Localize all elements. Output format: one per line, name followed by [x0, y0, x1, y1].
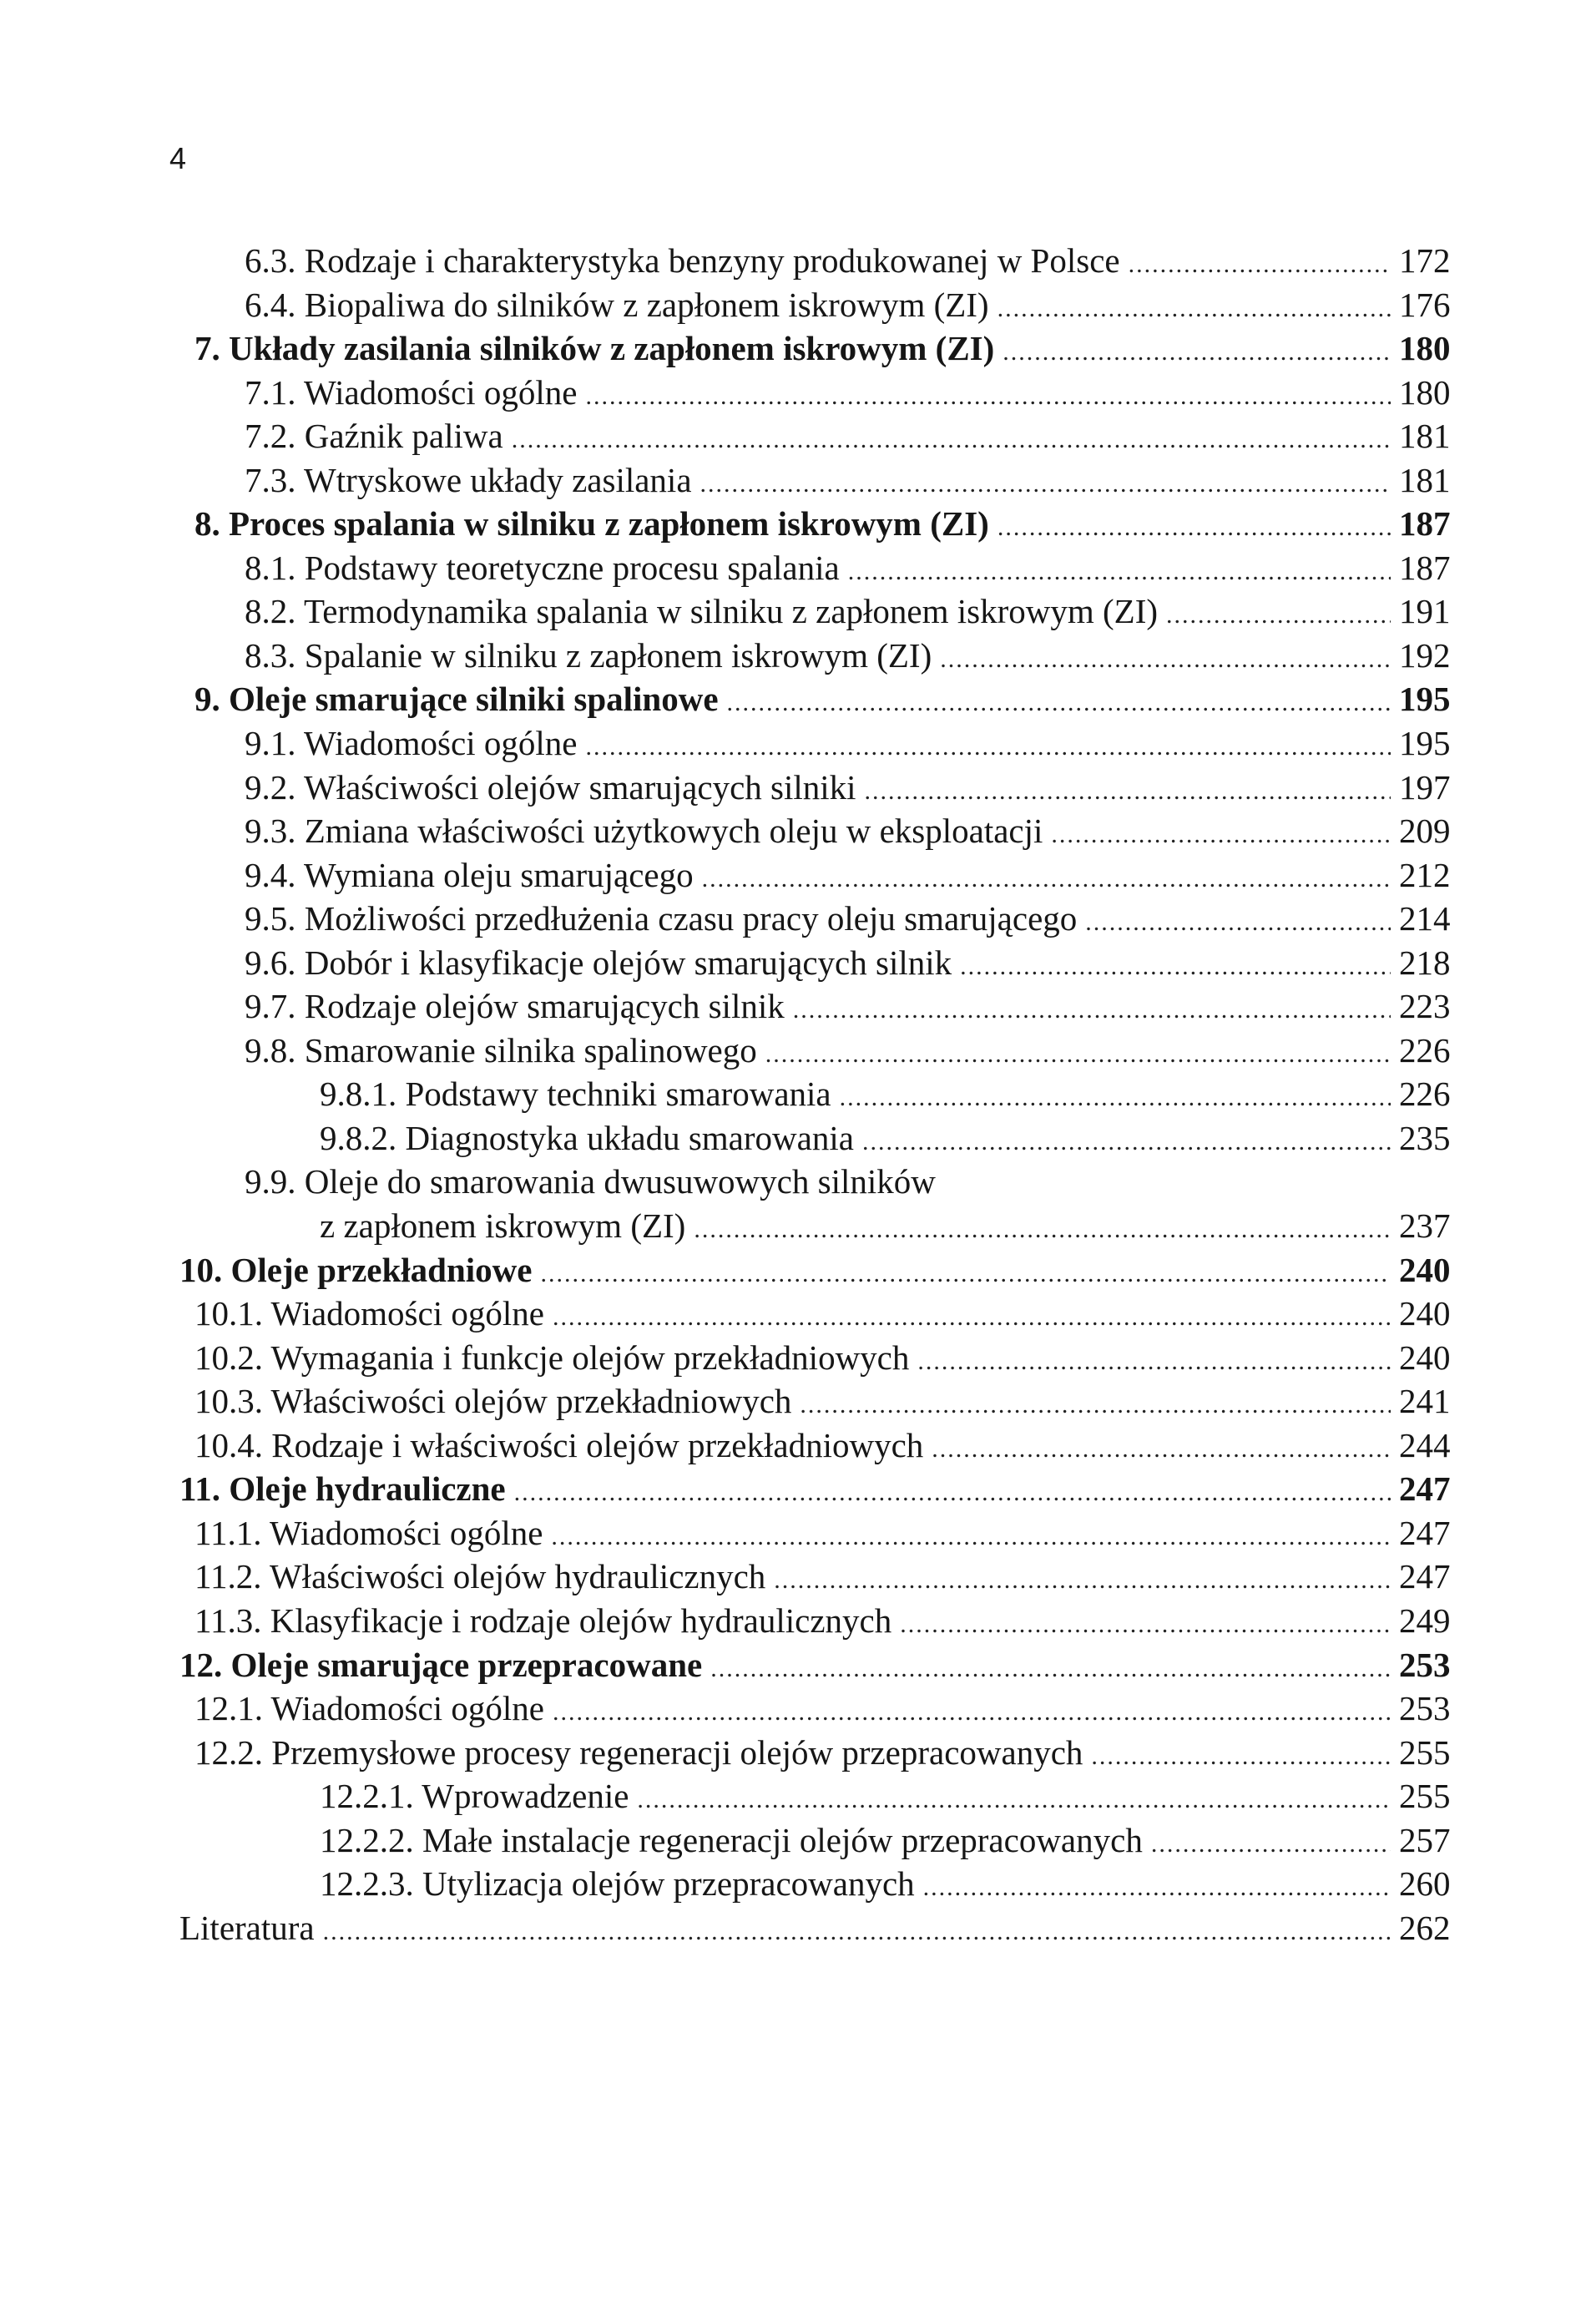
toc-entry	[0, 1820, 1596, 1864]
toc-dot-leader	[998, 513, 1391, 542]
toc-entry	[0, 943, 1596, 987]
toc-entry	[0, 986, 1596, 1030]
toc-entry-title: 10.4. Rodzaje i właściwości olejów przekładniowych	[194, 1425, 924, 1464]
toc-chapter-entry	[0, 503, 1596, 548]
toc-entry-page: 247	[1399, 1557, 1451, 1596]
toc-entry-page: 262	[1399, 1908, 1451, 1947]
toc-entry-page: 180	[1399, 372, 1451, 412]
toc-entry-line	[194, 1338, 1449, 1382]
toc-dot-leader	[900, 1611, 1391, 1639]
toc-entry-page: 240	[1399, 1250, 1451, 1289]
toc-entry-line	[245, 986, 1449, 1030]
toc-entry	[0, 1908, 1596, 1952]
toc-dot-leader	[800, 1391, 1391, 1419]
toc-entry-page: 253	[1399, 1645, 1451, 1684]
toc-entry-line	[179, 1908, 1449, 1952]
toc-entry-title: 9.4. Wymiana oleju smarującego	[245, 855, 694, 894]
toc-dot-leader	[793, 996, 1391, 1024]
toc-dot-leader	[1085, 908, 1391, 937]
toc-entry-title: 8.3. Spalanie w silniku z zapłonem iskrowym (ZI)	[245, 635, 932, 675]
toc-entry-title: 9.3. Zmiana właściwości użytkowych oleju w eksploatacji	[245, 812, 1043, 851]
toc-entry-title: 9.5. Możliwości przedłużenia czasu pracy oleju smarującego	[245, 899, 1078, 938]
toc-entry	[0, 635, 1596, 680]
toc-entry	[0, 1030, 1596, 1075]
page-number: 4	[169, 141, 187, 175]
toc-entry-line	[245, 943, 1449, 987]
toc-entry-line	[320, 1206, 1449, 1250]
toc-entry-title: 9.8.1. Podstawy techniki smarowania	[320, 1075, 831, 1114]
toc-entry	[0, 548, 1596, 592]
toc-dot-leader	[512, 426, 1391, 454]
toc-entry-title: 10.3. Właściwości olejów przekładniowych	[194, 1382, 792, 1421]
toc-entry-title: 9.1. Wiadomości ogólne	[245, 724, 578, 763]
toc-entry	[0, 1556, 1596, 1601]
toc-entry-title: 7.2. Gaźnik paliwa	[245, 417, 503, 456]
toc-entry-line	[194, 679, 1449, 723]
toc-entry-line	[194, 503, 1449, 548]
toc-entry-line	[179, 1469, 1449, 1513]
toc-entry-title: 8.1. Podstawy teoretyczne procesu spalania	[245, 548, 840, 587]
toc-dot-leader	[551, 1523, 1391, 1551]
toc-entry	[0, 1338, 1596, 1382]
toc-dot-leader	[637, 1786, 1391, 1814]
toc-dot-leader	[1091, 1742, 1391, 1771]
toc-chapter-entry	[0, 1469, 1596, 1513]
toc-entry-page: 209	[1399, 812, 1451, 851]
toc-entry-title: 7.3. Wtryskowe układy zasilania	[245, 460, 692, 499]
toc-dot-leader	[932, 1435, 1391, 1464]
toc-entry-line	[194, 1556, 1449, 1601]
toc-dot-leader	[700, 470, 1391, 498]
toc-dot-leader	[585, 382, 1391, 411]
toc-entry	[0, 898, 1596, 943]
toc-entry-page: 253	[1399, 1689, 1451, 1728]
toc-entry-page: 255	[1399, 1732, 1451, 1772]
toc-chapter-entry	[0, 1250, 1596, 1294]
toc-dot-leader	[917, 1348, 1391, 1376]
toc-entry	[0, 1161, 1596, 1206]
toc-dot-leader	[1051, 821, 1391, 849]
toc-dot-leader	[585, 733, 1391, 761]
toc-dot-leader	[553, 1303, 1391, 1332]
toc-entry-title: 12.2. Przemysłowe procesy regeneracji olejów przepracowanych	[194, 1732, 1083, 1772]
toc-entry	[0, 1688, 1596, 1732]
toc-entry-line	[245, 240, 1449, 285]
toc-entry-line	[245, 372, 1449, 417]
toc-entry-line	[194, 1513, 1449, 1557]
toc-dot-leader	[865, 777, 1391, 806]
toc-entry-line	[179, 1645, 1449, 1689]
toc-entry-page: 172	[1399, 241, 1451, 280]
toc-entry-title: 11. Oleje hydrauliczne	[179, 1469, 506, 1509]
toc-dot-leader	[694, 1216, 1391, 1244]
toc-entry-page: 226	[1399, 1075, 1451, 1114]
toc-entry-title: 7. Układy zasilania silników z zapłonem iskrowym (ZI)	[194, 329, 995, 368]
toc-dot-leader	[702, 865, 1391, 893]
toc-dot-leader	[862, 1128, 1391, 1156]
toc-entry-page: 244	[1399, 1425, 1451, 1464]
toc-dot-leader	[923, 1874, 1391, 1902]
toc-entry-line	[245, 591, 1449, 635]
toc-entry-line	[245, 723, 1449, 767]
toc-entry-line	[245, 767, 1449, 812]
toc-entry-page: 247	[1399, 1513, 1451, 1552]
toc-entry-line	[320, 1118, 1449, 1162]
toc-entry-title: 11.1. Wiadomości ogólne	[194, 1513, 543, 1552]
toc-dot-leader	[553, 1698, 1391, 1727]
toc-entry	[0, 767, 1596, 812]
toc-entry-page: 192	[1399, 635, 1451, 675]
toc-dot-leader	[710, 1655, 1391, 1683]
toc-entry-page: 181	[1399, 417, 1451, 456]
toc-entry-page: 181	[1399, 460, 1451, 499]
toc-entry-page: 214	[1399, 899, 1451, 938]
toc-entry-page: 257	[1399, 1820, 1451, 1859]
toc-entry-line	[245, 898, 1449, 943]
toc-entry-line	[245, 416, 1449, 460]
toc-chapter-entry	[0, 328, 1596, 372]
toc-dot-leader	[840, 1084, 1391, 1112]
toc-entry-line	[194, 328, 1449, 372]
toc-entry-page: 240	[1399, 1338, 1451, 1377]
toc-entry	[0, 591, 1596, 635]
toc-entry	[0, 372, 1596, 417]
toc-entry-page: 180	[1399, 329, 1451, 368]
toc-entry	[0, 1293, 1596, 1338]
toc-entry-line	[320, 1863, 1449, 1908]
toc-entry-title: 11.2. Właściwości olejów hydraulicznych	[194, 1557, 766, 1596]
toc-entry-page: 197	[1399, 767, 1451, 807]
toc-entry-line	[194, 1425, 1449, 1469]
toc-dot-leader	[323, 1918, 1391, 1946]
table-of-contents	[0, 240, 1596, 1951]
toc-dot-leader	[1129, 250, 1391, 279]
toc-dot-leader	[1151, 1830, 1391, 1858]
toc-entry	[0, 1863, 1596, 1908]
toc-dot-leader	[848, 558, 1391, 586]
toc-dot-leader	[998, 295, 1391, 323]
toc-entry-page: 195	[1399, 680, 1451, 719]
toc-entry-title: 9.9. Oleje do smarowania dwusuwowych silników	[245, 1162, 936, 1201]
toc-entry-title: 6.3. Rodzaje i charakterystyka benzyny produkowanej w Polsce	[245, 241, 1120, 280]
toc-entry	[0, 723, 1596, 767]
toc-entry-line	[320, 1074, 1449, 1118]
toc-entry	[0, 811, 1596, 855]
toc-entry-page: 187	[1399, 548, 1451, 587]
toc-entry-page: 191	[1399, 592, 1451, 631]
toc-dot-leader	[765, 1040, 1391, 1069]
toc-entry	[0, 1513, 1596, 1557]
toc-entry-title: 6.4. Biopaliwa do silników z zapłonem iskrowym (ZI)	[245, 285, 989, 324]
toc-entry-page: 195	[1399, 724, 1451, 763]
toc-entry-page: 223	[1399, 987, 1451, 1026]
toc-entry-line	[194, 1293, 1449, 1338]
toc-dot-leader	[1003, 338, 1391, 367]
toc-dot-leader	[960, 953, 1391, 981]
toc-entry-line	[245, 548, 1449, 592]
toc-dot-leader	[727, 689, 1391, 717]
toc-entry-line	[194, 1601, 1449, 1645]
toc-entry	[0, 285, 1596, 329]
toc-entry-line	[245, 1161, 1449, 1206]
toc-entry-title: 8. Proces spalania w silniku z zapłonem iskrowym (ZI)	[194, 504, 989, 544]
toc-entry-page: 226	[1399, 1030, 1451, 1070]
toc-entry-title: 12.2.1. Wprowadzenie	[320, 1777, 629, 1816]
toc-entry-title: 9.7. Rodzaje olejów smarujących silnik	[245, 987, 785, 1026]
toc-entry-title: Literatura	[179, 1908, 315, 1947]
toc-entry	[0, 1074, 1596, 1118]
toc-entry-title: 8.2. Termodynamika spalania w silniku z zapłonem iskrowym (ZI)	[245, 592, 1159, 631]
toc-entry-page: 247	[1399, 1469, 1451, 1509]
toc-dot-leader	[940, 645, 1391, 674]
toc-entry-title: 9.8.2. Diagnostyka układu smarowania	[320, 1118, 854, 1157]
toc-entry-line	[245, 855, 1449, 899]
toc-dot-leader	[540, 1260, 1391, 1288]
toc-entry-title: 12.1. Wiadomości ogólne	[194, 1689, 544, 1728]
toc-entry-page: 241	[1399, 1382, 1451, 1421]
toc-entry-title: 9. Oleje smarujące silniki spalinowe	[194, 680, 719, 719]
toc-entry-title: 12.2.2. Małe instalacje regeneracji olejów przepracowanych	[320, 1820, 1143, 1859]
toc-entry	[0, 1732, 1596, 1777]
toc-entry	[0, 1601, 1596, 1645]
toc-entry-page: 249	[1399, 1601, 1451, 1640]
toc-dot-leader	[514, 1479, 1391, 1507]
toc-entry-title: z zapłonem iskrowym (ZI)	[320, 1206, 686, 1246]
toc-entry	[0, 240, 1596, 285]
toc-entry-line	[179, 1250, 1449, 1294]
toc-entry	[0, 1118, 1596, 1162]
toc-entry-title: 10.2. Wymagania i funkcje olejów przekładniowych	[194, 1338, 910, 1377]
toc-entry-title: 12.2.3. Utylizacja olejów przepracowanych	[320, 1864, 915, 1904]
toc-entry-page: 235	[1399, 1118, 1451, 1157]
toc-entry-line	[245, 1030, 1449, 1075]
toc-entry	[0, 1776, 1596, 1820]
toc-entry	[0, 1425, 1596, 1469]
toc-entry-page: 176	[1399, 285, 1451, 324]
toc-chapter-entry	[0, 679, 1596, 723]
toc-entry-line	[245, 811, 1449, 855]
toc-entry-page: 255	[1399, 1777, 1451, 1816]
toc-entry-line	[320, 1776, 1449, 1820]
toc-chapter-entry	[0, 1645, 1596, 1689]
toc-entry	[0, 1381, 1596, 1425]
toc-entry-title: 9.6. Dobór i klasyfikacje olejów smarujących silnik	[245, 943, 952, 982]
toc-dot-leader	[1166, 601, 1391, 630]
toc-dot-leader	[774, 1566, 1391, 1595]
toc-entry	[0, 855, 1596, 899]
toc-entry-title: 12. Oleje smarujące przepracowane	[179, 1645, 703, 1684]
toc-entry-page: 218	[1399, 943, 1451, 982]
toc-entry-page: 212	[1399, 855, 1451, 894]
toc-entry-title: 10.1. Wiadomości ogólne	[194, 1294, 544, 1333]
toc-entry-line	[245, 285, 1449, 329]
toc-entry-title: 9.2. Właściwości olejów smarujących silniki	[245, 767, 856, 807]
toc-entry	[0, 1206, 1596, 1250]
toc-entry	[0, 416, 1596, 460]
toc-entry-title: 10. Oleje przekładniowe	[179, 1250, 533, 1289]
toc-entry-line	[245, 635, 1449, 680]
toc-entry-line	[320, 1820, 1449, 1864]
toc-entry-line	[194, 1732, 1449, 1777]
toc-entry-page: 260	[1399, 1864, 1451, 1904]
toc-entry-title: 7.1. Wiadomości ogólne	[245, 372, 578, 412]
toc-entry-title: 11.3. Klasyfikacje i rodzaje olejów hydraulicznych	[194, 1601, 892, 1640]
toc-entry-line	[245, 460, 1449, 504]
toc-entry-line	[194, 1688, 1449, 1732]
toc-entry-line	[194, 1381, 1449, 1425]
toc-entry-title: 9.8. Smarowanie silnika spalinowego	[245, 1030, 757, 1070]
toc-entry	[0, 460, 1596, 504]
toc-entry-page: 240	[1399, 1294, 1451, 1333]
toc-entry-page: 237	[1399, 1206, 1451, 1246]
toc-entry-page: 187	[1399, 504, 1451, 544]
